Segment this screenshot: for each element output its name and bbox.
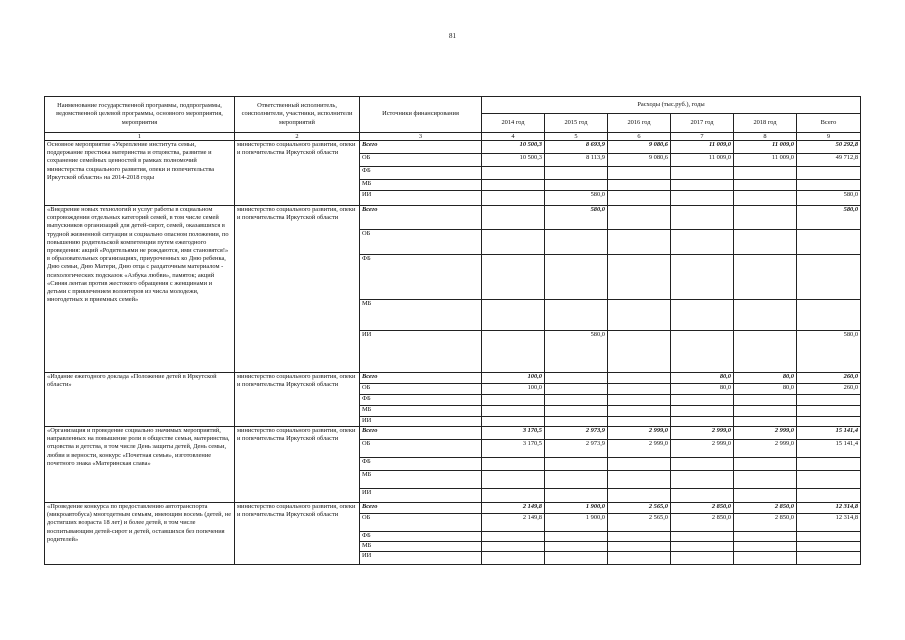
funding-source: МБ <box>360 300 482 331</box>
amount-cell: 8 693,9 <box>545 141 608 154</box>
amount-cell <box>671 458 734 471</box>
funding-source: ОБ <box>360 154 482 167</box>
header-year: Всего <box>797 114 861 133</box>
amount-cell: 11 009,0 <box>734 141 797 154</box>
amount-cell: 11 009,0 <box>671 141 734 154</box>
amount-cell <box>545 532 608 542</box>
amount-cell: 580,0 <box>797 206 861 230</box>
funding-source: МБ <box>360 406 482 417</box>
executor: министерство социального развития, опеки и попечительства Иркутской области <box>235 503 360 565</box>
amount-cell: 2 565,0 <box>608 514 671 532</box>
amount-cell <box>671 417 734 427</box>
amount-cell <box>671 552 734 565</box>
funding-source: Всего <box>360 206 482 230</box>
measure-name: Основное мероприятие «Укрепление института семьи, поддержание престижа материнства и отцовства, развитие и сохранение семейных ценностей в рамках полномочий министерства социального развития, опеки и попечительства Иркутской области» на 2014-2018 годы <box>45 141 235 206</box>
column-number: 2 <box>235 133 360 141</box>
amount-cell <box>608 167 671 180</box>
amount-cell: 2 999,0 <box>734 440 797 458</box>
column-number: 3 <box>360 133 482 141</box>
amount-cell <box>545 417 608 427</box>
amount-cell <box>545 458 608 471</box>
amount-cell <box>482 255 545 300</box>
amount-cell <box>608 230 671 255</box>
header-expenses: Расходы (тыс.руб.), годы <box>482 97 861 114</box>
funding-source: Всего <box>360 427 482 440</box>
funding-source: Всего <box>360 141 482 154</box>
amount-cell <box>671 167 734 180</box>
amount-cell: 2 999,0 <box>734 427 797 440</box>
funding-source: ИИ <box>360 417 482 427</box>
amount-cell <box>797 300 861 331</box>
amount-cell <box>545 489 608 503</box>
amount-cell <box>545 167 608 180</box>
amount-cell <box>608 206 671 230</box>
table-row <box>45 427 861 440</box>
amount-cell: 2 850,0 <box>734 503 797 514</box>
amount-cell: 9 080,6 <box>608 154 671 167</box>
amount-cell <box>797 471 861 489</box>
amount-cell <box>734 206 797 230</box>
amount-cell <box>797 255 861 300</box>
amount-cell <box>671 395 734 406</box>
measure-name: «Издание ежегодного доклада «Положение детей в Иркутской области» <box>45 373 235 427</box>
amount-cell <box>671 471 734 489</box>
amount-cell: 2 850,0 <box>734 514 797 532</box>
amount-cell: 2 999,0 <box>671 427 734 440</box>
funding-source: МБ <box>360 180 482 191</box>
amount-cell: 580,0 <box>797 191 861 206</box>
amount-cell: 3 170,5 <box>482 440 545 458</box>
amount-cell <box>482 191 545 206</box>
amount-cell: 15 141,4 <box>797 427 861 440</box>
header-year: 2017 год <box>671 114 734 133</box>
amount-cell <box>545 552 608 565</box>
funding-source: МБ <box>360 542 482 552</box>
amount-cell <box>608 489 671 503</box>
amount-cell <box>734 542 797 552</box>
amount-cell: 3 170,5 <box>482 427 545 440</box>
amount-cell: 15 141,4 <box>797 440 861 458</box>
amount-cell <box>671 206 734 230</box>
header-source: Источники финансирования <box>360 97 482 133</box>
amount-cell <box>671 255 734 300</box>
amount-cell <box>671 331 734 373</box>
amount-cell: 12 314,8 <box>797 514 861 532</box>
amount-cell: 2 149,8 <box>482 503 545 514</box>
amount-cell <box>482 167 545 180</box>
amount-cell: 260,0 <box>797 384 861 395</box>
amount-cell: 8 113,9 <box>545 154 608 167</box>
amount-cell: 2 999,0 <box>671 440 734 458</box>
amount-cell: 2 850,0 <box>671 503 734 514</box>
executor: министерство социального развития, опеки и попечительства Иркутской области <box>235 206 360 373</box>
funding-source: ИИ <box>360 191 482 206</box>
amount-cell <box>797 180 861 191</box>
amount-cell: 80,0 <box>734 373 797 384</box>
funding-source: ФБ <box>360 532 482 542</box>
amount-cell <box>545 406 608 417</box>
amount-cell <box>608 255 671 300</box>
amount-cell <box>734 552 797 565</box>
funding-source: ОБ <box>360 384 482 395</box>
amount-cell <box>734 180 797 191</box>
amount-cell <box>671 300 734 331</box>
amount-cell <box>482 532 545 542</box>
amount-cell: 50 292,8 <box>797 141 861 154</box>
executor: министерство социального развития, опеки и попечительства Иркутской области <box>235 427 360 503</box>
funding-source: ИИ <box>360 331 482 373</box>
funding-source: ФБ <box>360 458 482 471</box>
column-number: 8 <box>734 133 797 141</box>
amount-cell <box>797 532 861 542</box>
amount-cell <box>671 532 734 542</box>
amount-cell <box>482 206 545 230</box>
amount-cell: 2 973,9 <box>545 427 608 440</box>
amount-cell <box>608 384 671 395</box>
amount-cell <box>797 406 861 417</box>
amount-cell <box>671 489 734 503</box>
amount-cell <box>482 542 545 552</box>
amount-cell <box>482 395 545 406</box>
amount-cell <box>545 300 608 331</box>
amount-cell <box>545 255 608 300</box>
amount-cell <box>545 471 608 489</box>
amount-cell <box>797 395 861 406</box>
amount-cell <box>734 532 797 542</box>
executor: министерство социального развития, опеки и попечительства Иркутской области <box>235 373 360 427</box>
amount-cell <box>671 542 734 552</box>
amount-cell <box>608 458 671 471</box>
amount-cell <box>734 417 797 427</box>
amount-cell <box>671 406 734 417</box>
amount-cell <box>608 180 671 191</box>
amount-cell: 10 500,3 <box>482 141 545 154</box>
amount-cell <box>734 458 797 471</box>
amount-cell <box>608 191 671 206</box>
amount-cell <box>482 552 545 565</box>
amount-cell <box>608 552 671 565</box>
amount-cell <box>671 230 734 255</box>
amount-cell: 80,0 <box>734 384 797 395</box>
table-row <box>45 206 861 230</box>
amount-cell <box>734 395 797 406</box>
amount-cell: 10 500,3 <box>482 154 545 167</box>
amount-cell: 100,0 <box>482 384 545 395</box>
amount-cell <box>608 395 671 406</box>
amount-cell: 1 900,0 <box>545 514 608 532</box>
amount-cell: 2 999,0 <box>608 427 671 440</box>
amount-cell <box>545 384 608 395</box>
amount-cell <box>734 489 797 503</box>
funding-source: ОБ <box>360 440 482 458</box>
amount-cell: 1 900,0 <box>545 503 608 514</box>
amount-cell: 580,0 <box>797 331 861 373</box>
amount-cell: 80,0 <box>671 373 734 384</box>
amount-cell: 2 850,0 <box>671 514 734 532</box>
amount-cell <box>734 191 797 206</box>
amount-cell <box>482 471 545 489</box>
amount-cell: 580,0 <box>545 191 608 206</box>
amount-cell <box>545 542 608 552</box>
funding-source: ФБ <box>360 167 482 180</box>
amount-cell: 2 149,8 <box>482 514 545 532</box>
column-number: 1 <box>45 133 235 141</box>
header-year: 2018 год <box>734 114 797 133</box>
amount-cell <box>734 300 797 331</box>
amount-cell <box>797 542 861 552</box>
amount-cell <box>545 373 608 384</box>
funding-source: МБ <box>360 471 482 489</box>
amount-cell <box>482 331 545 373</box>
amount-cell <box>608 331 671 373</box>
executor: министерство социального развития, опеки и попечительства Иркутской области <box>235 141 360 206</box>
funding-source: Всего <box>360 503 482 514</box>
amount-cell: 12 314,8 <box>797 503 861 514</box>
amount-cell: 11 009,0 <box>671 154 734 167</box>
header-year: 2014 год <box>482 114 545 133</box>
amount-cell <box>545 180 608 191</box>
financing-table <box>44 96 861 565</box>
amount-cell: 580,0 <box>545 331 608 373</box>
funding-source: ОБ <box>360 230 482 255</box>
amount-cell: 2 999,0 <box>608 440 671 458</box>
amount-cell: 2 973,9 <box>545 440 608 458</box>
amount-cell <box>608 417 671 427</box>
table-row <box>45 141 861 154</box>
funding-source: Всего <box>360 373 482 384</box>
amount-cell <box>671 191 734 206</box>
amount-cell <box>797 458 861 471</box>
amount-cell <box>797 167 861 180</box>
amount-cell <box>482 417 545 427</box>
measure-name: «Организация и проведение социально значимых мероприятий, направленных на повышение роли в обществе семьи, материнства, отцовства и детства, в том числе День защиты детей, День семьи, любви и верности, конкурс «Почетная семья», изготовление почетного знака «Материнская слава» <box>45 427 235 503</box>
amount-cell <box>734 406 797 417</box>
measure-name: «Проведение конкурса по предоставлению автотранспорта (микроавтобуса) многодетным семьям, имеющим восемь (детей, не достигших возраста 18 лет) и более детей, в том числе воспитывающим детей-сирот и детей, оставшихся без попечения родителей» <box>45 503 235 565</box>
amount-cell <box>608 542 671 552</box>
amount-cell <box>608 406 671 417</box>
amount-cell: 11 009,0 <box>734 154 797 167</box>
amount-cell <box>482 458 545 471</box>
funding-source: ФБ <box>360 255 482 300</box>
table-row <box>45 373 861 384</box>
header-executor: Ответственный исполнитель, соисполнители, участники, исполнители мероприятий <box>235 97 360 133</box>
funding-source: ОБ <box>360 514 482 532</box>
funding-source: ИИ <box>360 489 482 503</box>
funding-source: ФБ <box>360 395 482 406</box>
amount-cell <box>608 373 671 384</box>
amount-cell <box>608 300 671 331</box>
header-year: 2016 год <box>608 114 671 133</box>
amount-cell: 580,0 <box>545 206 608 230</box>
column-number: 4 <box>482 133 545 141</box>
amount-cell: 100,0 <box>482 373 545 384</box>
column-number: 5 <box>545 133 608 141</box>
amount-cell <box>734 331 797 373</box>
amount-cell <box>734 230 797 255</box>
page-number: 81 <box>449 32 456 40</box>
amount-cell: 2 565,0 <box>608 503 671 514</box>
header-name: Наименование государственной программы, подпрограммы, ведомственной целевой программы, основного мероприятия, мероприятия <box>45 97 235 133</box>
amount-cell <box>671 180 734 191</box>
amount-cell <box>734 471 797 489</box>
header-year: 2015 год <box>545 114 608 133</box>
amount-cell <box>482 300 545 331</box>
column-number: 7 <box>671 133 734 141</box>
column-number: 6 <box>608 133 671 141</box>
amount-cell: 260,0 <box>797 373 861 384</box>
table-row <box>45 503 861 514</box>
amount-cell <box>482 230 545 255</box>
amount-cell: 9 080,6 <box>608 141 671 154</box>
column-number: 9 <box>797 133 861 141</box>
amount-cell <box>545 230 608 255</box>
amount-cell <box>482 489 545 503</box>
amount-cell <box>797 230 861 255</box>
amount-cell: 80,0 <box>671 384 734 395</box>
amount-cell: 49 712,8 <box>797 154 861 167</box>
amount-cell <box>797 417 861 427</box>
amount-cell <box>608 471 671 489</box>
amount-cell <box>482 180 545 191</box>
amount-cell <box>608 532 671 542</box>
amount-cell <box>797 552 861 565</box>
amount-cell <box>797 489 861 503</box>
amount-cell <box>734 167 797 180</box>
amount-cell <box>545 395 608 406</box>
amount-cell <box>734 255 797 300</box>
amount-cell <box>482 406 545 417</box>
funding-source: ИИ <box>360 552 482 565</box>
measure-name: «Внедрение новых технологий и услуг работы в социальном сопровождении отдельных категорий семей, в том числе семей выпускников организаций для детей-сирот, семей, оказавшихся в трудной жизненной ситуации и социально опасном положении, по повышению родительской компетенции путем ежегодного проведения: акций «Родительями не рождаются, ими становятся!» в образовательных организациях, приуроченных ко Дню ребенка, Дню семьи, Дню Матери, Дню отца с раздаточным материалом - психологических подсказок «Азбука любви», памяток; акций «Синяя лентая против жестокого обращения с женщинами и детьми с привлечением волонтеров из числа молодежи, многодетных и приемных семей» <box>45 206 235 373</box>
